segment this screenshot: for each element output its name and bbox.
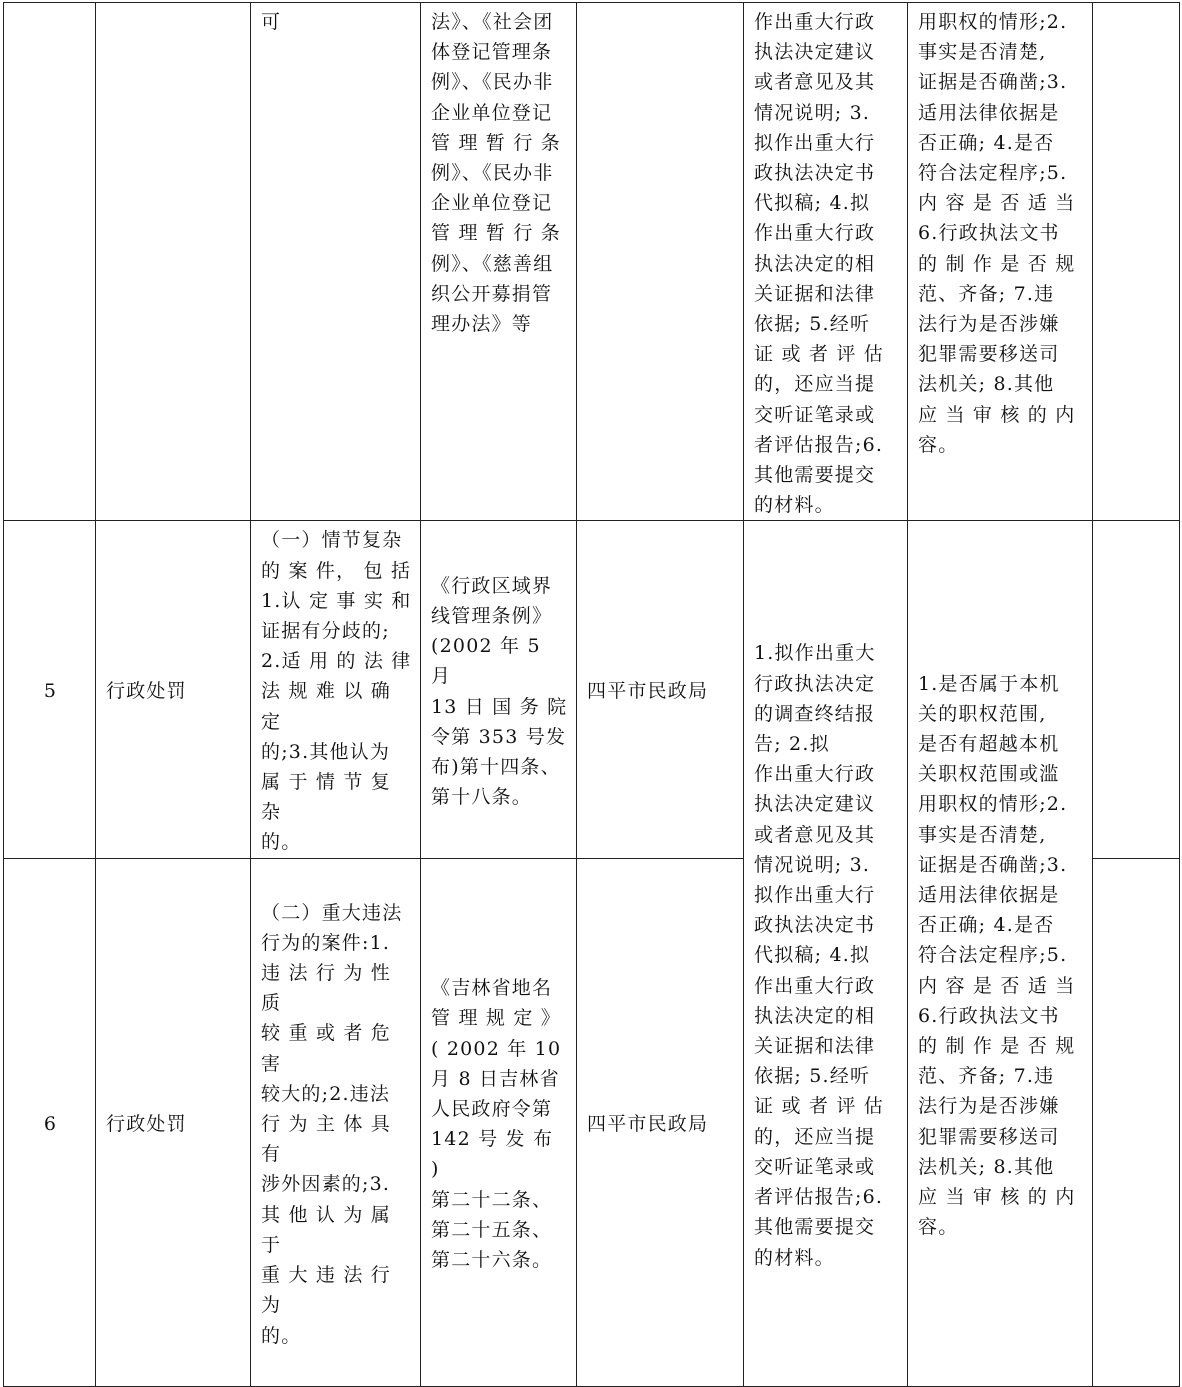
review-items-table xyxy=(3,2,1180,1387)
materials-cell: 作出重大行政 执法决定建议 或者意见及其 情况说明; 3. 拟作出重大行 政执法决定书 代拟稿; 4.拟 作出重大行政 执法决定的相 关证据和法律 依据; 5.经听 证 或 者 评 估 的，还应当提 交听证笔录或 者评估报告;6. 其他需要提交 的材料。 xyxy=(744,3,908,521)
review-content-cell: 用职权的情形;2. 事实是否清楚, 证据是否确凿;3. 适用法律依据是 否正确; 4.是否 符合法定程序;5. 内 容 是 否 适 当 6.行政执法文书 的 制 作 是 否 规 范、齐备; 7.违 法行为是否涉嫌 犯罪需要移送司 法机关; 8.其他 应 当 审 核 的 内 容。 xyxy=(908,3,1093,521)
circumstance-cell: （一）情节复杂 的 案 件， 包 括 1.认 定 事 实 和 证据有分歧的; 2.适 用 的 法 律 法 规 难 以 确 定 的;3.其他认为 属 于 情 节 复 杂 的。 xyxy=(251,521,421,858)
remark-cell xyxy=(1093,521,1180,858)
circumstance-cell: （二）重大违法 行为的案件:1. 违 法 行 为 性 质 较 重 或 者 危 害 较大的;2.违法 行 为 主 体 具 有 涉外因素的;3. 其 他 认 为 属 于 重 大 违 法 行 为 的。 xyxy=(251,858,421,1386)
category-cell: 行政处罚 xyxy=(96,521,251,858)
remark-cell xyxy=(1093,3,1180,521)
legal-basis-cell: 《吉林省地名 管 理 规 定 》 ( 2002 年 10 月 8 日吉林省 人民政府令第 142 号 发 布 ) 第二十二条、 第二十五条、 第二十六条。 xyxy=(421,858,577,1386)
materials-cell: 1.拟作出重大 行政执法决定 的调查终结报 告; 2.拟 作出重大行政 执法决定建议 或者意见及其 情况说明; 3. 拟作出重大行 政执法决定书 代拟稿; 4.拟 作出重大行政 执法决定的相 关证据和法律 依据; 5.经听 证 或 者 评 估 的，还应当提 交听证笔录或 者评估报告;6. 其他需要提交 的材料。 xyxy=(744,521,908,1386)
remark-cell xyxy=(1093,858,1180,1386)
department-cell: 四平市民政局 xyxy=(577,521,744,858)
row-number-cell: 6 xyxy=(4,858,96,1386)
legal-basis-cell: 《行政区域界 线管理条例》 (2002 年 5 月 13 日 国 务 院 令第 353 号发 布)第十四条、 第十八条。 xyxy=(421,521,577,858)
circumstance-cell: 可 xyxy=(251,3,421,521)
legal-basis-cell: 法》、《社会团 体登记管理条 例》、《民办非 企业单位登记 管 理 暂 行 条 例》、《民办非 企业单位登记 管 理 暂 行 条 例》、《慈善组 织公开募捐管 理办法》等 xyxy=(421,3,577,521)
department-cell xyxy=(577,3,744,521)
review-content-cell: 1.是否属于本机 关的职权范围, 是否有超越本机 关职权范围或滥 用职权的情形;2. 事实是否清楚, 证据是否确凿;3. 适用法律依据是 否正确; 4.是否 符合法定程序;5. 内 容 是 否 适 当 6.行政执法文书 的 制 作 是 否 规 范、齐备; 7.违 法行为是否涉嫌 犯罪需要移送司 法机关; 8.其他 应 当 审 核 的 内 容。 xyxy=(908,521,1093,1386)
department-cell: 四平市民政局 xyxy=(577,858,744,1386)
table-row xyxy=(4,3,1180,521)
row-number-cell xyxy=(4,3,96,521)
row-number-cell: 5 xyxy=(4,521,96,858)
category-cell: 行政处罚 xyxy=(96,858,251,1386)
table-row xyxy=(4,521,1180,858)
category-cell xyxy=(96,3,251,521)
